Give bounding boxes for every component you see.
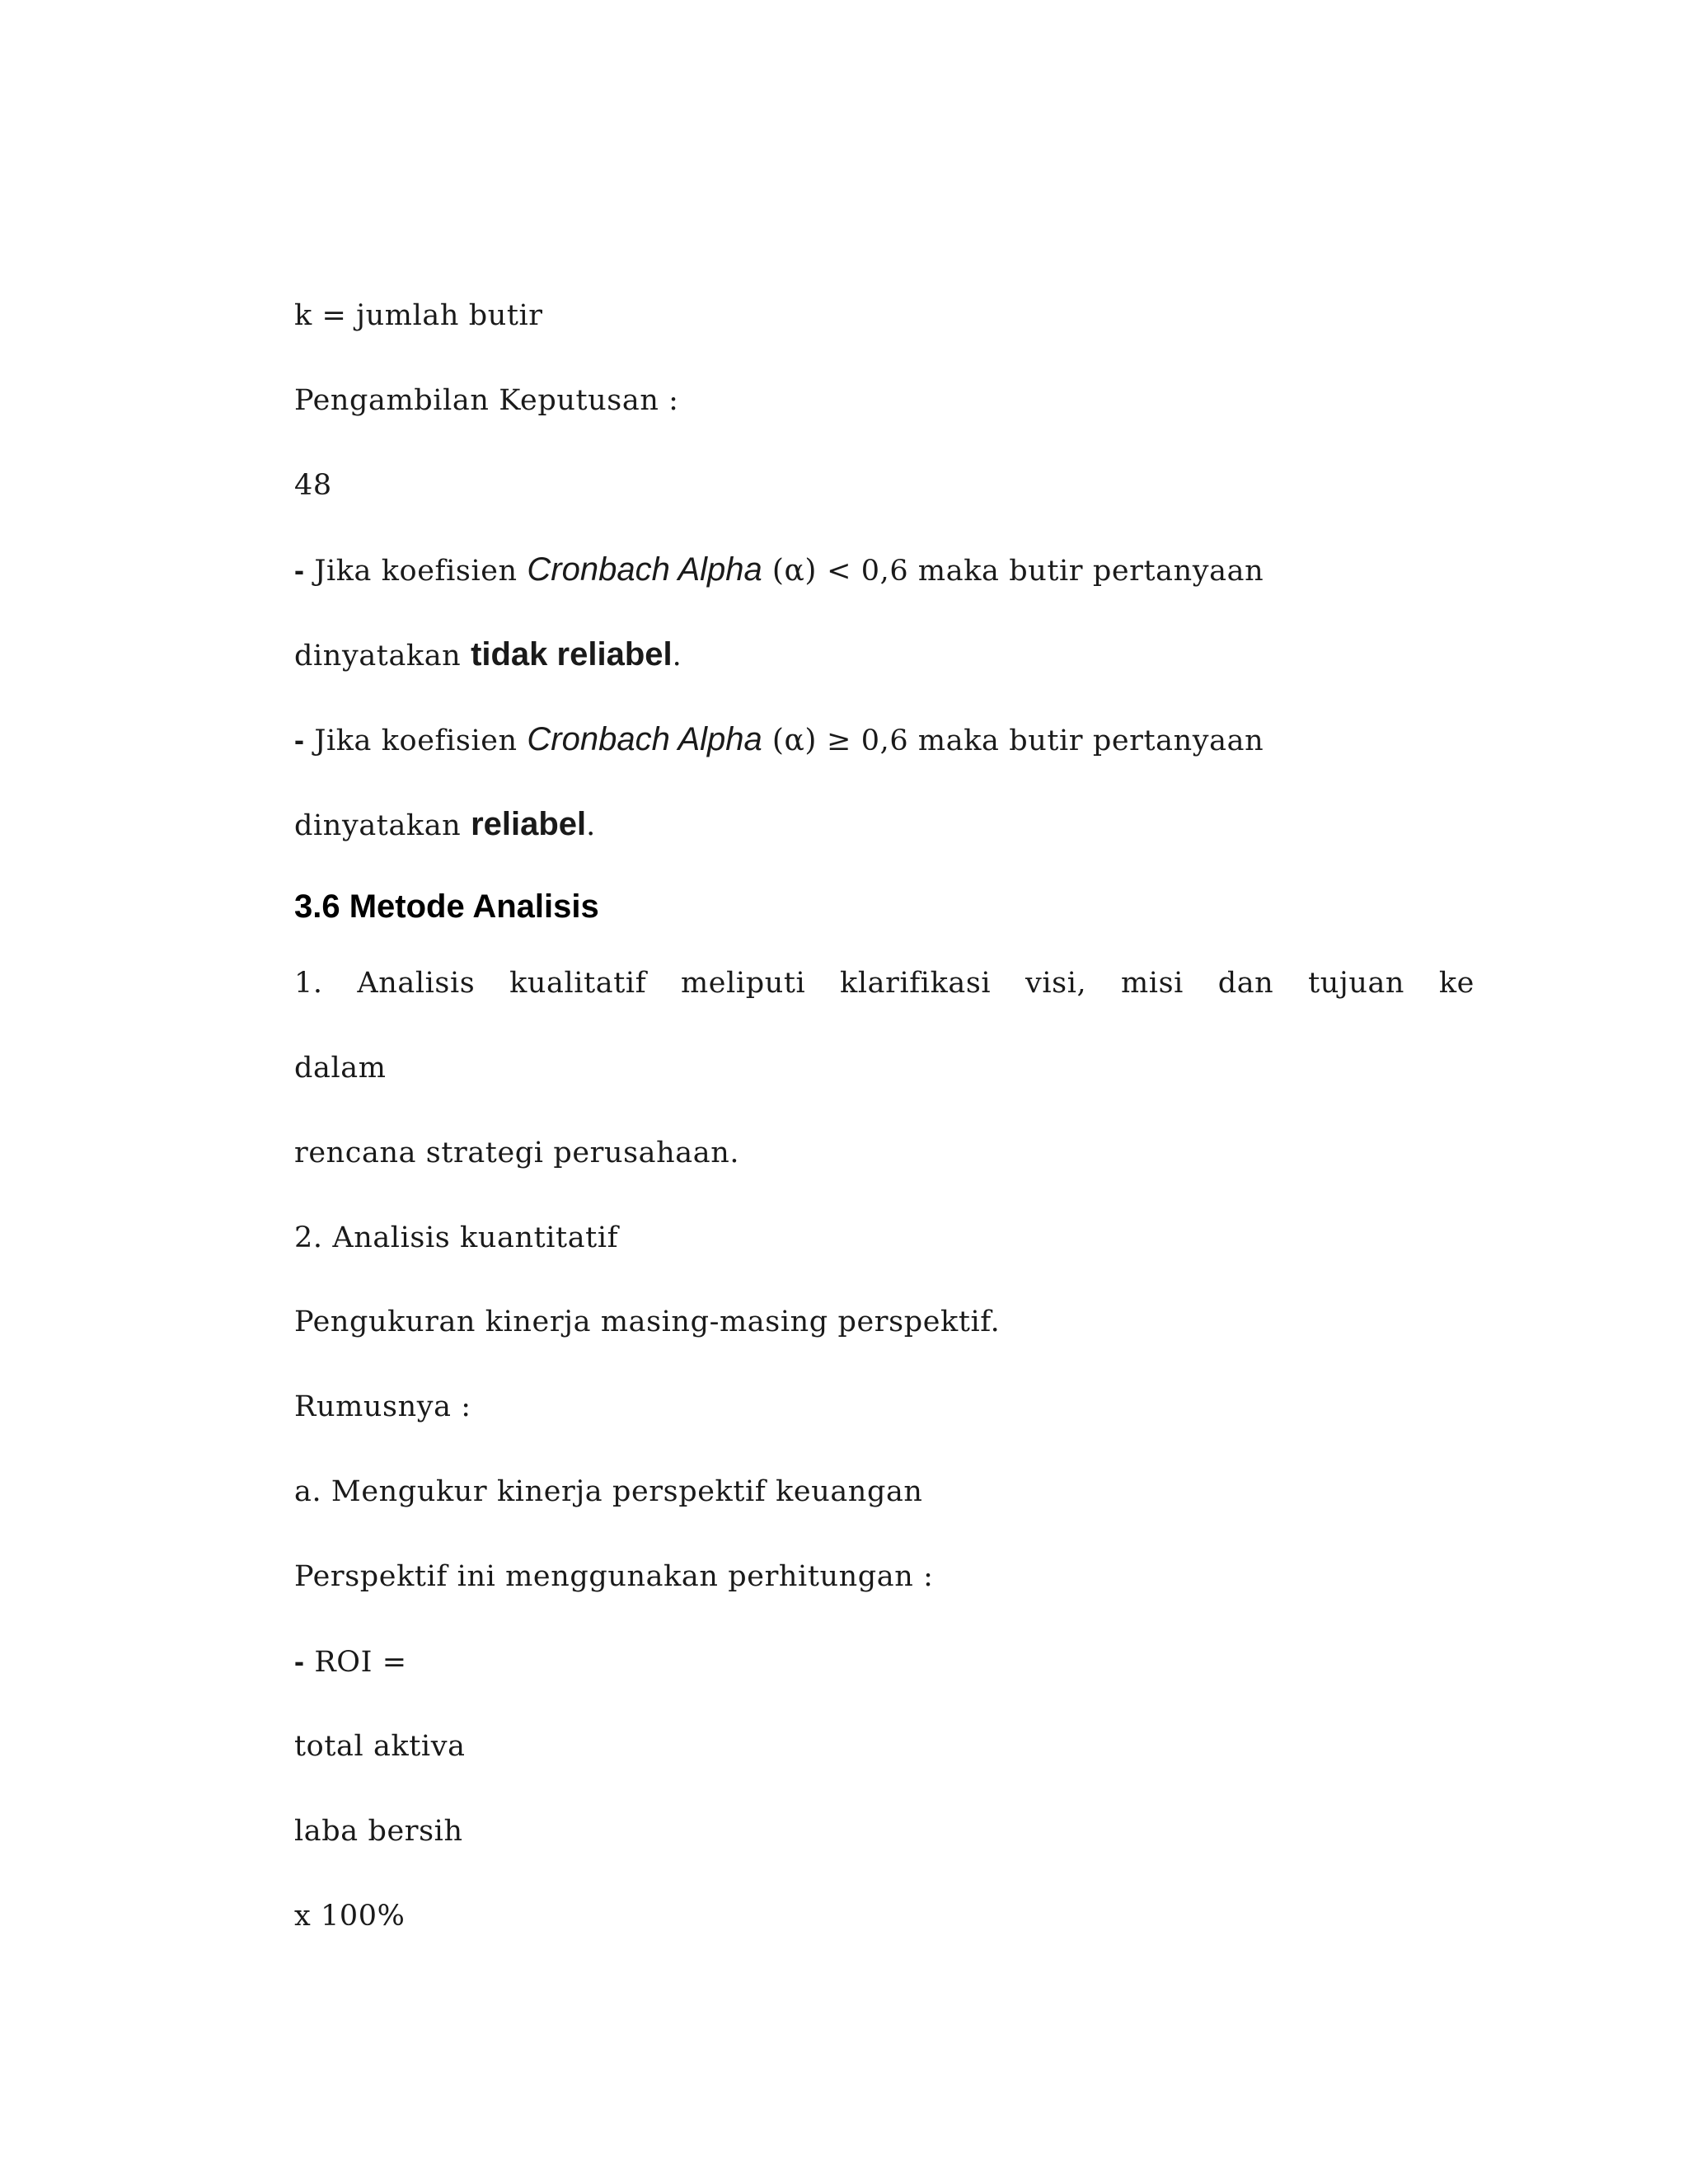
bullet-dash: - — [294, 553, 305, 587]
period: . — [672, 640, 682, 673]
rule-reliable-continuation — [294, 805, 596, 845]
reliable-label: reliabel — [471, 806, 587, 842]
alpha-symbol: (α) — [762, 724, 828, 757]
word: visi, — [1025, 967, 1087, 1000]
bullet-dash: - — [294, 1644, 305, 1678]
bullet-dash: - — [294, 723, 305, 757]
times-100-percent: x 100% — [294, 1900, 406, 1933]
word: meliputi — [681, 967, 806, 1000]
formula-label: Rumusnya : — [294, 1390, 471, 1423]
rule-not-reliable-continuation — [294, 635, 682, 675]
rule-prefix: Jika koefisien — [304, 724, 528, 757]
stated-prefix: dinyatakan — [294, 809, 471, 842]
rule-prefix: Jika koefisien — [304, 555, 528, 588]
item-a: a. Mengukur kinerja perspektif keuangan — [294, 1475, 923, 1508]
cronbach-alpha-term: Cronbach Alpha — [527, 551, 762, 588]
word: Analisis — [357, 967, 476, 1000]
roi-text: ROI = — [304, 1646, 407, 1679]
stated-prefix: dinyatakan — [294, 640, 471, 673]
k-definition: k = jumlah butir — [294, 299, 543, 332]
word: kualitatif — [509, 967, 647, 1000]
page-number: 48 — [294, 469, 332, 502]
calculation-intro: Perspektif ini menggunakan perhitungan : — [294, 1560, 934, 1593]
rule-reliable — [294, 720, 1264, 760]
word: ke — [1438, 967, 1475, 1000]
item-1-continuation-2: rencana strategi perusahaan. — [294, 1137, 740, 1169]
roi-line — [294, 1643, 407, 1681]
cronbach-alpha-term: Cronbach Alpha — [527, 721, 762, 757]
word: tujuan — [1308, 967, 1405, 1000]
period: . — [586, 809, 596, 842]
item-1-continuation: dalam — [294, 1052, 387, 1085]
word: dan — [1217, 967, 1274, 1000]
not-reliable-label: tidak reliabel — [471, 636, 673, 673]
total-assets: total aktiva — [294, 1730, 466, 1763]
measurement-text: Pengukuran kinerja masing-masing perspektif. — [294, 1305, 1001, 1338]
item-2: 2. Analisis kuantitatif — [294, 1221, 619, 1254]
word: 1. — [294, 967, 323, 1000]
alpha-symbol: (α) — [762, 554, 828, 588]
net-profit: laba bersih — [294, 1815, 463, 1848]
rule-not-reliable — [294, 551, 1264, 590]
rule-condition: < 0,6 maka butir pertanyaan — [827, 555, 1264, 588]
decision-label: Pengambilan Keputusan : — [294, 384, 679, 417]
section-heading: 3.6 Metode Analisis — [294, 888, 599, 925]
rule-condition: ≥ 0,6 maka butir pertanyaan — [827, 724, 1264, 757]
item-1-line — [294, 964, 1475, 1002]
word: klarifikasi — [840, 967, 992, 1000]
word: misi — [1120, 967, 1184, 1000]
